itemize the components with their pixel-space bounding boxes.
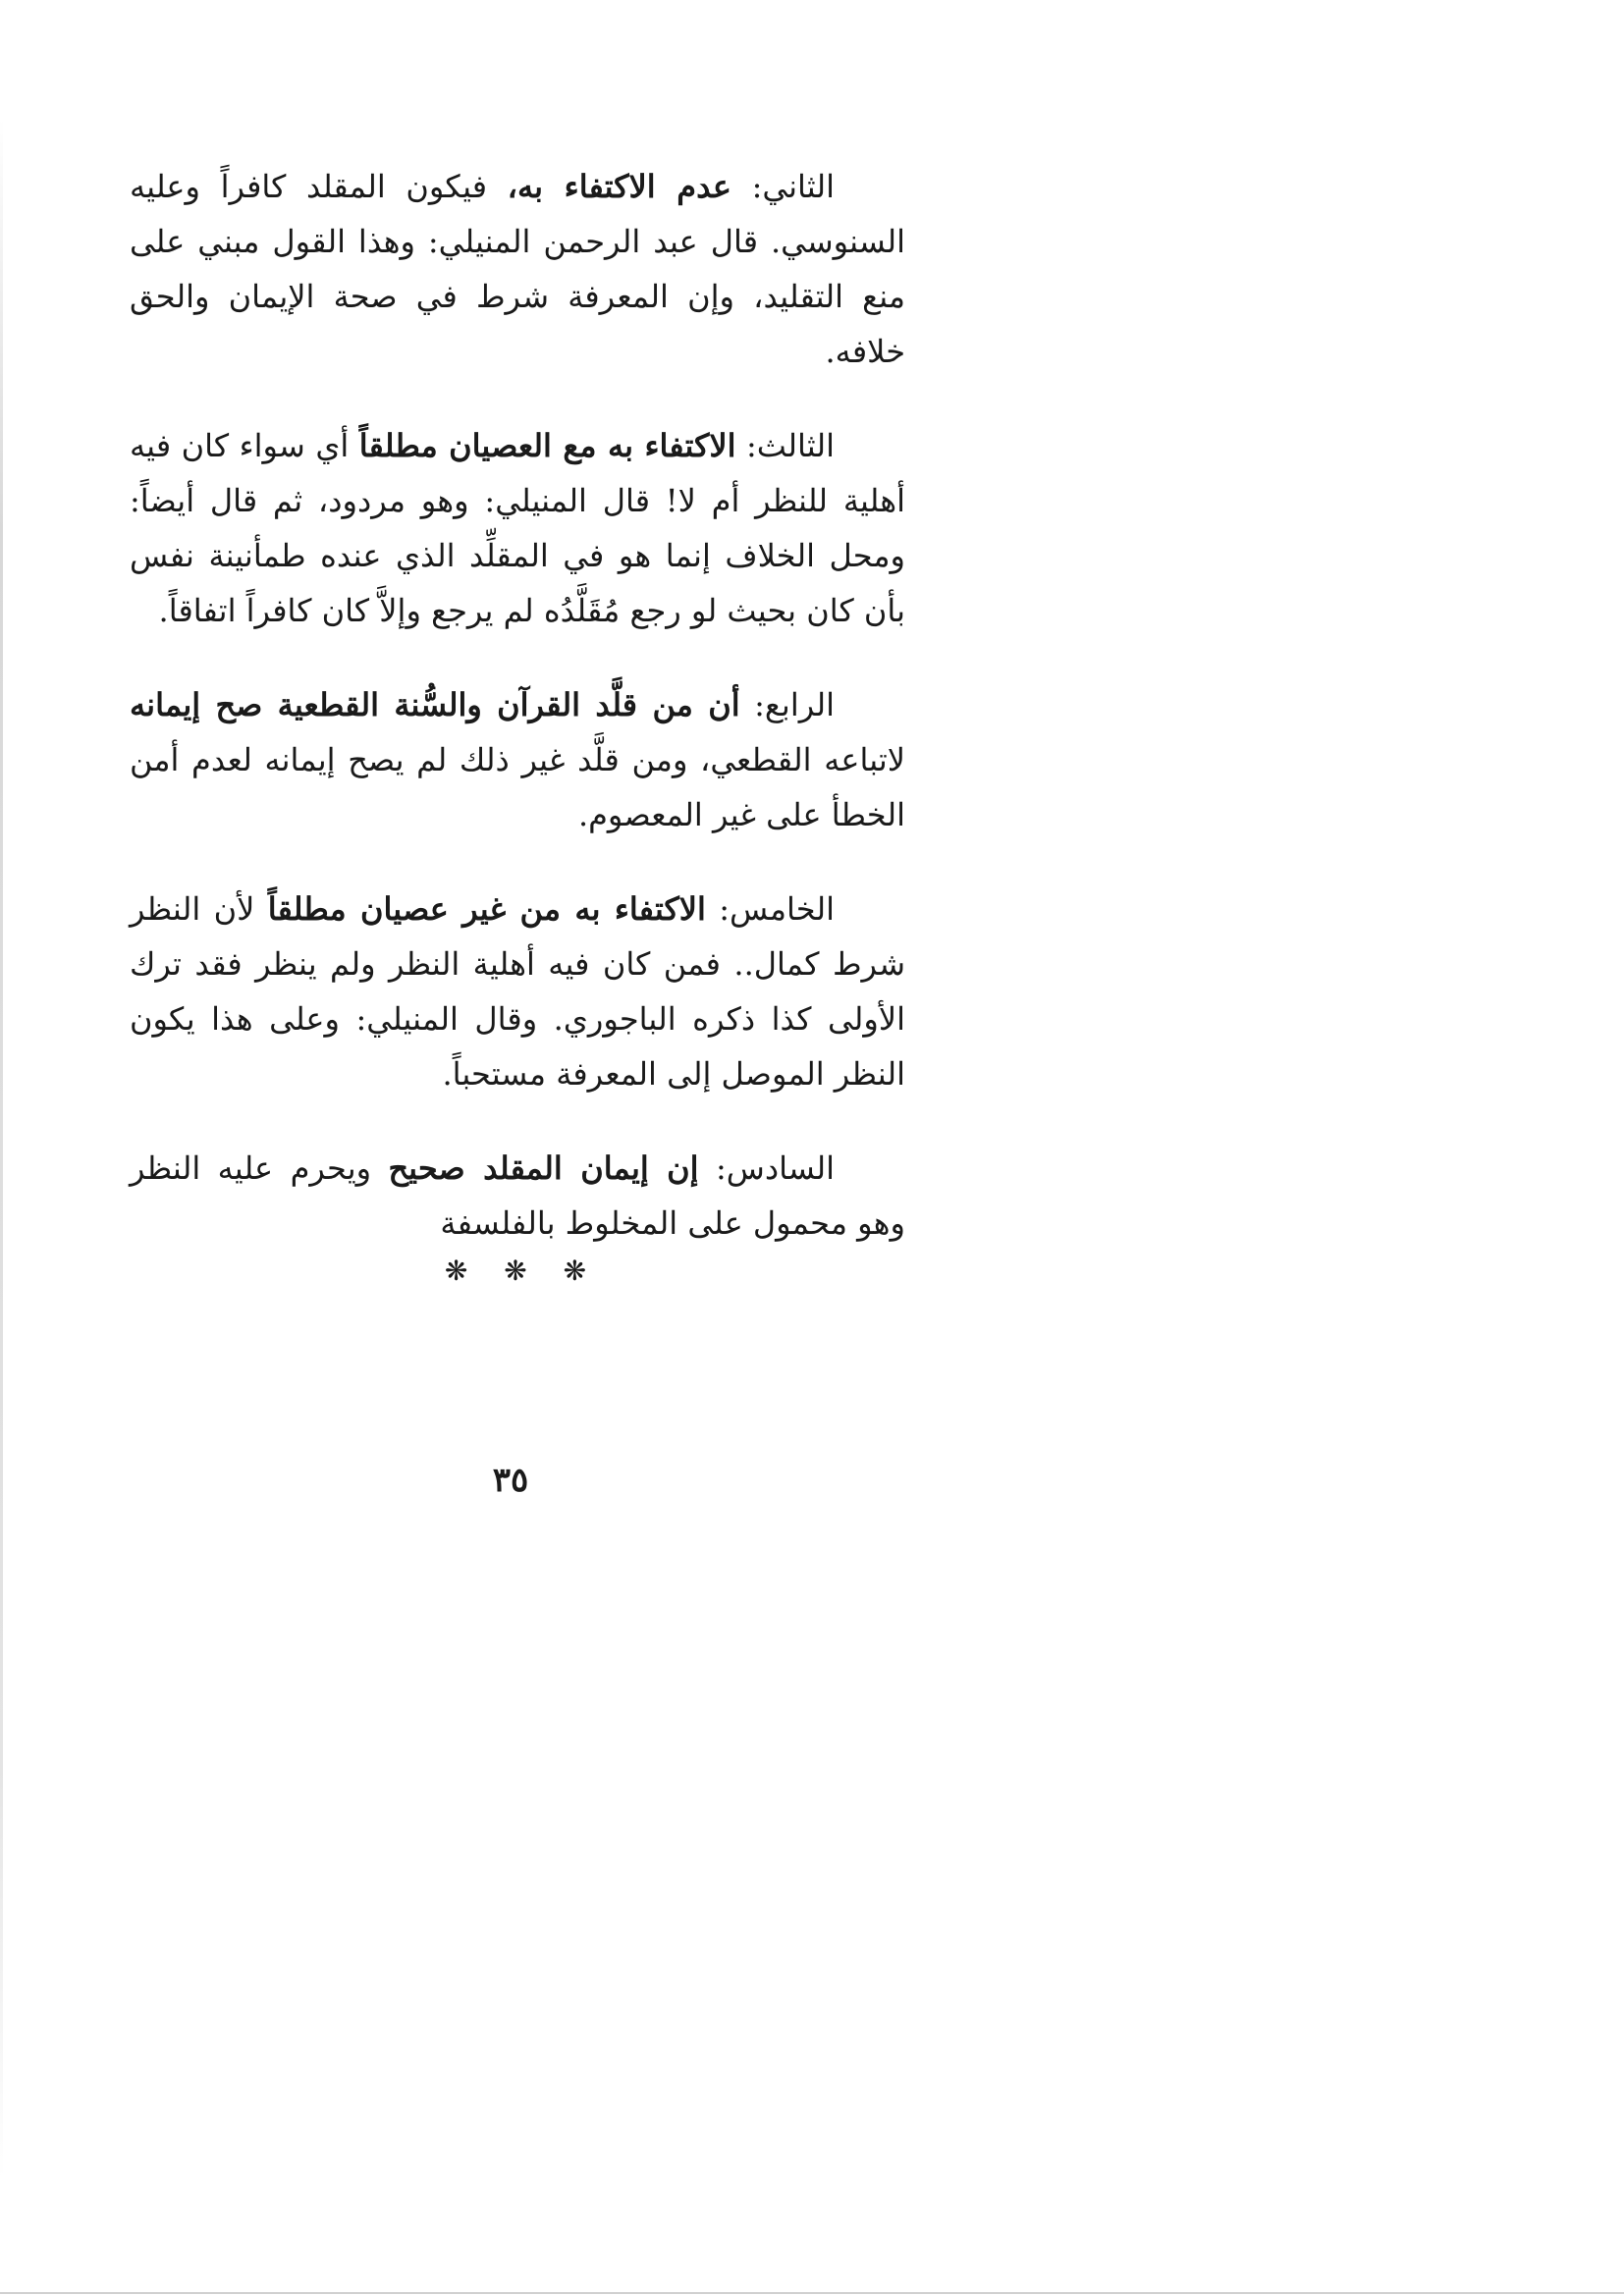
body-text: [130, 159, 905, 1290]
paragraph-heading: عدم الاكتفاء به،: [507, 168, 731, 205]
scan-edge-mark: [0, 118, 3, 2179]
paragraph-sixth-opinion: [130, 1141, 905, 1251]
paragraph-body: ويحرم عليه النظر وهو محمول على المخلوط بالفلسفة: [130, 1149, 905, 1242]
paragraph-heading: أن من قلَّد القرآن والسُّنة القطعية صح إيمانه: [130, 686, 740, 723]
paragraph-fourth-opinion: [130, 677, 905, 842]
page-number: ٣٥: [492, 1461, 529, 1500]
paragraph-body: لأن النظر شرط كمال.. فمن كان فيه أهلية النظر ولم ينظر فقد ترك الأولى كذا ذكره الباجوري. وقال المنيلي: وعلى هذا يكون النظر الموصل إلى المعرفة مستحباً.: [130, 890, 905, 1093]
paragraph-heading: الاكتفاء به من غير عصيان مطلقاً: [267, 890, 706, 928]
paragraph-lead: السادس:: [698, 1149, 836, 1187]
paragraph-heading: إن إيمان المقلد صحيح: [388, 1149, 699, 1187]
paragraph-body: لاتباعه القطعي، ومن قلَّد غير ذلك لم يصح إيمانه لعدم أمن الخطأ على غير المعصوم.: [130, 741, 905, 833]
paragraph-lead: الثاني:: [731, 168, 836, 205]
paragraph-second-opinion: [130, 159, 905, 379]
paragraph-fifth-opinion: [130, 881, 905, 1101]
paragraph-lead: الخامس:: [705, 890, 836, 928]
paragraph-body: أي سواء كان فيه أهلية للنظر أم لا! قال المنيلي: وهو مردود، ثم قال أيضاً: ومحل الخلاف إنما هو في المقلِّد الذي عنده طمأنينة نفس بأن كان بحيث لو رجع مُقَلَّدُه لم يرجع وإلاَّ كان كافراً اتفاقاً.: [130, 427, 905, 629]
paragraph-third-opinion: [130, 418, 905, 638]
scan-bottom-line: [0, 2292, 1624, 2294]
paragraph-lead: الثالث:: [735, 427, 836, 464]
section-separator: ❋ ❋ ❋: [444, 1255, 601, 1287]
paragraph-body: فيكون المقلد كافراً وعليه السنوسي. قال عبد الرحمن المنيلي: وهذا القول مبني على منع التقليد، وإن المعرفة شرط في صحة الإيمان والحق خلافه.: [130, 168, 905, 370]
paragraph-lead: الرابع:: [739, 686, 836, 723]
paragraph-heading: الاكتفاء به مع العصيان مطلقاً: [358, 427, 736, 464]
